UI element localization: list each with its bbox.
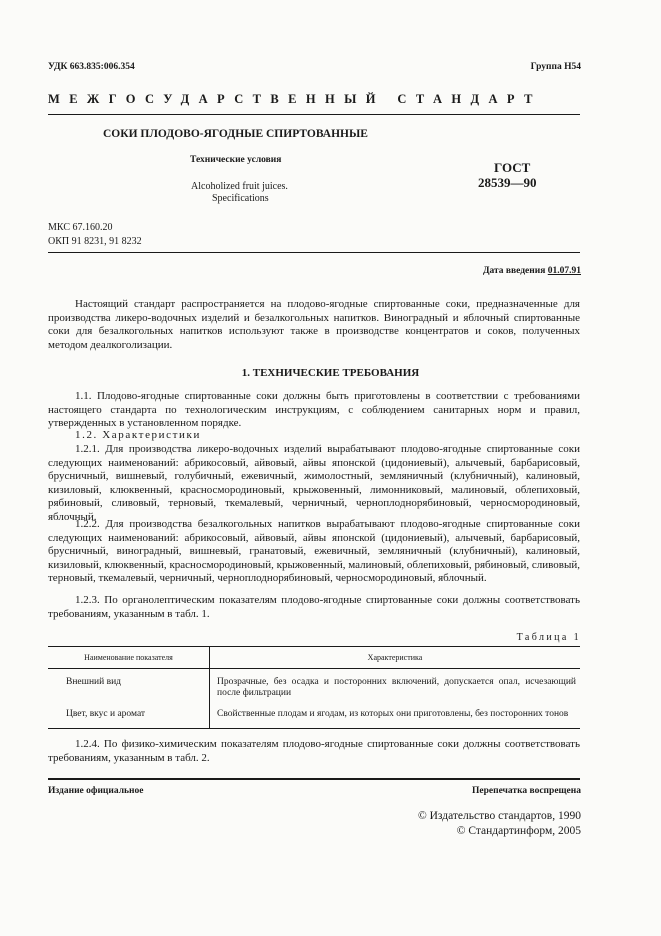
clause-1-2-1: 1.2.1. Для производства ликеро-водочных изделий вырабатывают плодово-ягодные спиртованные соки следующих наименований: абрикосовый, айвовый, айвы японской (цидониевый), алычевый, барбарисовый, брусничный, вишневый, голубичный, ежевичный, жимолостный, земляничный (клубничный), калиновый, кизиловый, клюквенный, красносмородиновый, крыжовенный, лимонниковый, малиновый, облепиховый, рябиновый, сливовый, терновый, ткемалевый, черничный, черноплоднорябиновый, черносмородиновый, яблочный.	[48, 443, 580, 523]
table-1	[48, 646, 580, 729]
document-subtitle: Технические условия	[190, 155, 282, 165]
copyright-1: © Издательство стандартов, 1990	[417, 810, 581, 822]
okp-code: ОКП 91 8231, 91 8232	[48, 236, 142, 247]
table-caption: Таблица 1	[516, 632, 581, 643]
clause-1-2-4: 1.2.4. По физико-химическим показателям плодово-ягодные спиртованные соки должны соответствовать требованиям, указанным в табл. 2.	[48, 738, 580, 764]
official-edition: Издание официальное	[48, 786, 144, 796]
table-header-row	[48, 647, 580, 669]
table-cell-indicator: Внешний вид	[48, 669, 210, 704]
table-header-indicator: Наименование показателя	[48, 647, 210, 669]
table-row	[48, 669, 580, 704]
codes-rule	[48, 252, 580, 253]
english-title-line1: Alcoholized fruit juices.	[191, 181, 288, 192]
section-heading: 1. ТЕХНИЧЕСКИЕ ТРЕБОВАНИЯ	[241, 367, 420, 379]
table-cell-indicator: Цвет, вкус и аромат	[48, 703, 210, 729]
footer-rule	[48, 778, 580, 780]
banner-rule	[48, 114, 580, 115]
standard-banner: МЕЖГОСУДАРСТВЕННЫЙ СТАНДАРТ	[48, 92, 542, 106]
effective-date-label: Дата введения	[482, 266, 546, 276]
table-cell-characteristic: Прозрачные, без осадка и посторонних включений, допускается опал, исчезающий после фильтрации	[217, 677, 576, 698]
copyright-2: © Стандартинформ, 2005	[456, 825, 581, 837]
effective-date-value: 01.07.91	[547, 266, 581, 276]
english-title-line2: Specifications	[212, 193, 269, 204]
mks-code: МКС 67.160.20	[48, 222, 113, 233]
document-title: СОКИ ПЛОДОВО-ЯГОДНЫЕ СПИРТОВАННЫЕ	[103, 128, 368, 140]
reprint-notice: Перепечатка воспрещена	[471, 786, 581, 796]
effective-date	[483, 266, 581, 276]
clause-1-1: 1.1. Плодово-ягодные спиртованные соки должны быть приготовлены в соответствии с требованиями настоящего стандарта по технологическим инструкциям, с соблюдением санитарных норм и правил, утвержденных в установленном порядке.	[48, 390, 580, 429]
gost-number: 28539—90	[478, 175, 537, 190]
clause-1-2: 1.2. Характеристики	[75, 429, 201, 441]
udk-code: УДК 663.835:006.354	[48, 62, 135, 72]
table-header-characteristic: Характеристика	[367, 653, 423, 662]
group-code: Группа Н54	[530, 62, 581, 72]
gost-label: ГОСТ	[494, 160, 531, 175]
table-cell-characteristic: Свойственные плодам и ягодам, из которых они приготовлены, без посторонних тонов	[217, 709, 569, 719]
clause-1-2-2: 1.2.2. Для производства безалкогольных напитков вырабатывают плодово-ягодные спиртованные соки следующих наименований: абрикосовый, айвовый, айвы японской (цидониевый), алычевый, барбарисовый, брусничный, виноградный, вишневый, гранатовый, ежевичный, земляничный (клубничный), калиновый, кизиловый, клюквенный, красносмородиновый, крыжовенный, малиновый, облепиховый, рябиновый, сливовый, терновый, ткемалевый, черничный, черноплоднорябиновый, черносмородиновый, яблочный.	[48, 518, 580, 584]
table-row	[48, 703, 580, 729]
intro-paragraph: Настоящий стандарт распространяется на плодово-ягодные спиртованные соки, предназначенные для производства ликеро-водочных изделий и безалкогольных напитков. Виноградный и яблочный спиртованные соки для безалкогольных напитков используют также в производстве концентратов и соков, полученных методом деалкоголизации.	[48, 298, 580, 351]
clause-1-2-3: 1.2.3. По органолептическим показателям плодово-ягодные спиртованные соки должны соответствовать требованиям, указанным в табл. 1.	[48, 594, 580, 620]
